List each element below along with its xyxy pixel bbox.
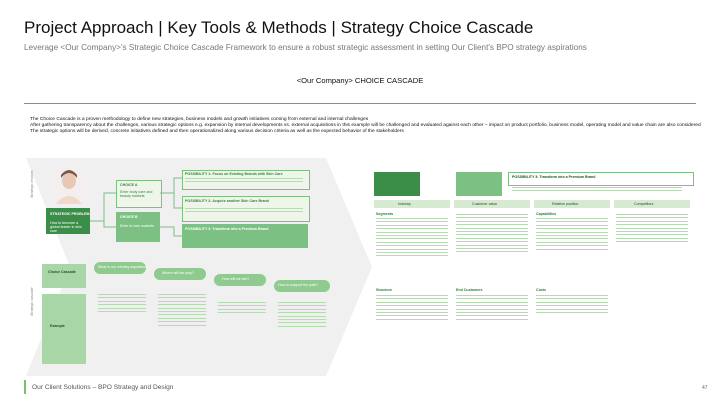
rd-col-2-lines-b xyxy=(456,295,528,322)
q2-label: Where will we play? xyxy=(162,271,194,275)
rd-col-1: Industry xyxy=(398,202,411,206)
description-line-1: The Choice Cascade is a proven methodology to define new strategies, business models and growth initiatives coming from external and internal challenges xyxy=(30,117,369,122)
cascade-questions-row xyxy=(94,262,330,287)
rd-title-lines xyxy=(512,187,682,194)
choice-cascade-row-label: Choice Cascade xyxy=(48,270,76,274)
page-number: 47 xyxy=(702,385,708,391)
choice-a-label: CHOICE A xyxy=(120,183,138,187)
rd-col-4: Competitors xyxy=(634,202,654,206)
page-title: Project Approach | Key Tools & Methods | Strategy Choice Cascade xyxy=(24,18,534,37)
page-subtitle: Leverage <Our Company>'s Strategic Choice Cascade Framework to ensure a robust strategic assessment in setting Our Client's BPO strategy aspirations xyxy=(24,43,587,52)
q1-label: What is our winning aspiration? xyxy=(98,265,148,269)
possibility-2-label: POSSIBILITY 2: Acquire another Skin Care Brand xyxy=(185,199,269,203)
rd-left-block xyxy=(374,172,420,196)
description-line-3: The strategic options will be derived, concrete initiatives defined and then operationalized along various decision criteria as well as the expected behavior of the stakeholders xyxy=(30,129,404,135)
rd-title: POSSIBILITY 3: Transform into a Premium Brand xyxy=(512,175,596,179)
q3-label: How will we win? xyxy=(222,277,250,281)
rd-structure-label: Structure xyxy=(376,288,392,292)
rd-col-1-lines xyxy=(376,218,448,259)
choice-a-text: Enter body care and beauty markets xyxy=(120,190,153,199)
description-line-2: After gathering transparency about the challenges, various strategic options e.g. expansion by internal developments vs. external acquisitions in this example will be challenged and evaluated against each other – impact on product portfolio, business model, operating model and value chain are also considered xyxy=(30,123,701,129)
rd-col-header-1 xyxy=(374,200,450,208)
choice-cascade-row-header xyxy=(42,264,86,288)
example-col-3 xyxy=(218,302,266,316)
possibility-3-label: POSSIBILITY 3: Transform into a Premium Brand xyxy=(185,227,269,231)
rd-col-1-lines-b xyxy=(376,295,448,322)
rd-col-2-lines xyxy=(456,214,528,255)
rd-choice-box xyxy=(456,172,502,196)
choice-cascade-example-diagram xyxy=(30,166,334,376)
example-row-label: Example xyxy=(50,324,65,328)
rd-col-4-lines xyxy=(616,214,688,245)
rd-col-3-lines xyxy=(536,218,608,252)
choice-b-label: CHOICE B xyxy=(120,215,138,219)
side-label-cascade: Strategic cascade xyxy=(30,287,34,316)
footer-accent-bar xyxy=(24,380,26,394)
rd-segments-label: Segments xyxy=(376,212,394,216)
possibility-2-lines xyxy=(185,208,303,215)
rd-costs-label: Costs xyxy=(536,288,546,292)
footer-text: Our Client Solutions – BPO Strategy and Design xyxy=(32,384,174,391)
strategic-problem-text: How to become a global leader in skin care xyxy=(50,221,82,234)
example-col-4 xyxy=(278,302,326,329)
strategic-problem-label: STRATEGIC PROBLEM xyxy=(50,212,90,216)
rd-end-label: End Customers xyxy=(456,288,483,292)
side-label-choices: Strategic choices xyxy=(30,170,34,198)
possibility-1-lines xyxy=(185,178,303,185)
example-col-1 xyxy=(98,294,146,314)
rd-capabilities-label: Capabilities xyxy=(536,212,557,216)
rd-col-2: Customer value xyxy=(472,202,498,206)
rd-col-3-lines-b xyxy=(536,295,608,315)
possibility-1-label: POSSIBILITY 1: Focus on Existing Brands with Skin Care xyxy=(185,172,283,176)
cascade-heading: <Our Company> CHOICE CASCADE xyxy=(296,76,424,85)
example-row-header xyxy=(42,294,86,364)
rd-col-3: Relative position xyxy=(552,202,579,206)
choice-b-text: Enter in new markets xyxy=(120,224,154,228)
example-col-2 xyxy=(158,294,206,328)
q4-label: How to support the path? xyxy=(278,283,319,287)
possibility-detail-diagram xyxy=(372,168,698,374)
